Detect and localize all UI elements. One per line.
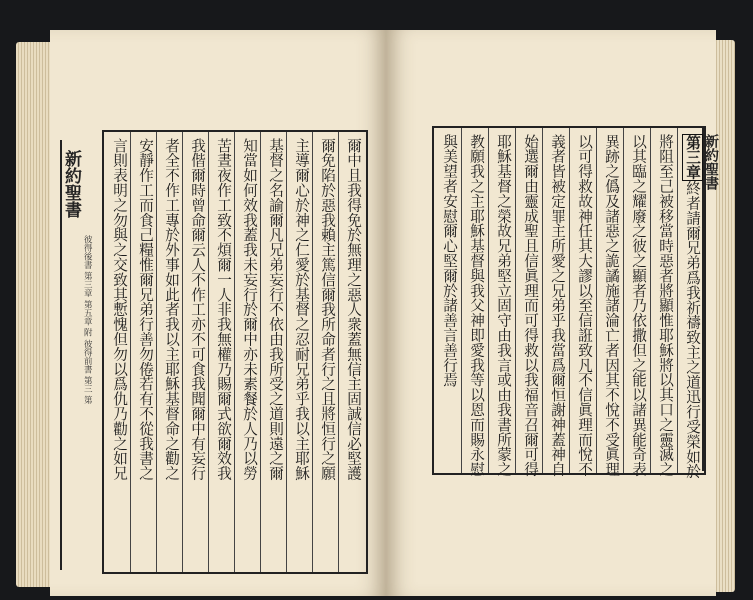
right-text-frame: [432, 126, 706, 479]
column-rule: [208, 132, 209, 572]
left-running-title: 新約聖書: [61, 150, 81, 218]
text-column: 將阻至己被移當時惡者將顯惟耶穌將以其口之靈滅之: [657, 134, 674, 477]
left-page: [50, 30, 386, 596]
text-column: 爾中且我得免於無理之惡人衆蓋無信主固誠信必堅護: [345, 138, 362, 481]
right-running-title: 新約聖書: [703, 134, 719, 190]
text-column: 以可得救故神任其大謬以至信誑致凡不信眞理而悅不: [576, 134, 593, 477]
text-column: 異跡之僞及諸惡之詭譎施諸淪亡者因其不悅不受眞理: [603, 134, 620, 477]
column-rule: [234, 132, 235, 572]
right-page: [386, 30, 719, 596]
column-rule: [338, 132, 339, 572]
text-column: 主導爾心於神之仁愛於基督之忍耐兄弟乎我以主耶穌: [293, 138, 310, 481]
column-rule: [461, 128, 462, 473]
text-column: 言則表明之勿與之交致其慙愧但勿以爲仇乃勸之如兄: [111, 138, 128, 481]
column-rule: [260, 132, 261, 572]
text-column-with-chapter: [681, 134, 703, 479]
text-column: 與美望者安慰爾心堅爾於諸善言善行焉: [441, 134, 458, 388]
column-text: 終者請爾兄弟爲我祈禱致主之道迅行受榮如於: [684, 180, 701, 479]
text-column: 者全不作工專於外事如此者我以主耶穌基督命之勸之: [163, 138, 180, 481]
left-subheading: 彼得後書 第三章 第五章 附 彼得前書 第三 第: [82, 235, 93, 405]
column-rule: [286, 132, 287, 572]
left-text-frame: [102, 130, 368, 574]
column-rule: [488, 128, 489, 473]
column-rule: [677, 128, 678, 473]
text-column: 基督之名諭爾凡兄弟妄行不依由我所受之道則遠之爾: [267, 138, 284, 481]
text-column: 安靜作工而食己糧惟爾兄弟行善勿倦若有不從我書之: [137, 138, 154, 481]
column-rule: [569, 128, 570, 473]
column-rule: [130, 132, 131, 572]
text-column: 以其臨之耀廢之彼之顯者乃依撒但之能以諸異能奇表: [630, 134, 647, 477]
column-rule: [596, 128, 597, 473]
text-column: 我偕爾時曾命爾云人不作工亦不可食我聞爾中有妄行: [189, 138, 206, 481]
text-column: 始選爾由靈成聖且信眞理而可得救以我福音召爾可得: [522, 134, 539, 477]
column-rule: [542, 128, 543, 473]
text-column: 義者皆被定罪主所愛之兄弟乎我當爲爾恒謝神蓋神自: [549, 134, 566, 477]
text-column: 教願我之主耶穌基督與我父神即愛我等以恩而賜永慰: [468, 134, 485, 477]
text-column: 耶穌基督之榮故兄弟堅立固守由我言或由我書所蒙之: [495, 134, 512, 477]
column-rule: [623, 128, 624, 473]
column-rule: [312, 132, 313, 572]
column-rule: [515, 128, 516, 473]
text-column: 爾免陷於惡我賴主篤信爾我所命者行之且將恒行之願: [319, 138, 336, 481]
text-column: 知當如何效我蓋我未妄行於爾中亦未素餐於人乃以勞: [241, 138, 258, 481]
open-book: [8, 12, 743, 594]
chapter-label: 第三章: [684, 135, 701, 180]
column-rule: [156, 132, 157, 572]
column-rule: [182, 132, 183, 572]
text-column: 苦晝夜作工致不煩爾一人非我無權乃賜爾式欲爾效我: [215, 138, 232, 481]
column-rule: [650, 128, 651, 473]
